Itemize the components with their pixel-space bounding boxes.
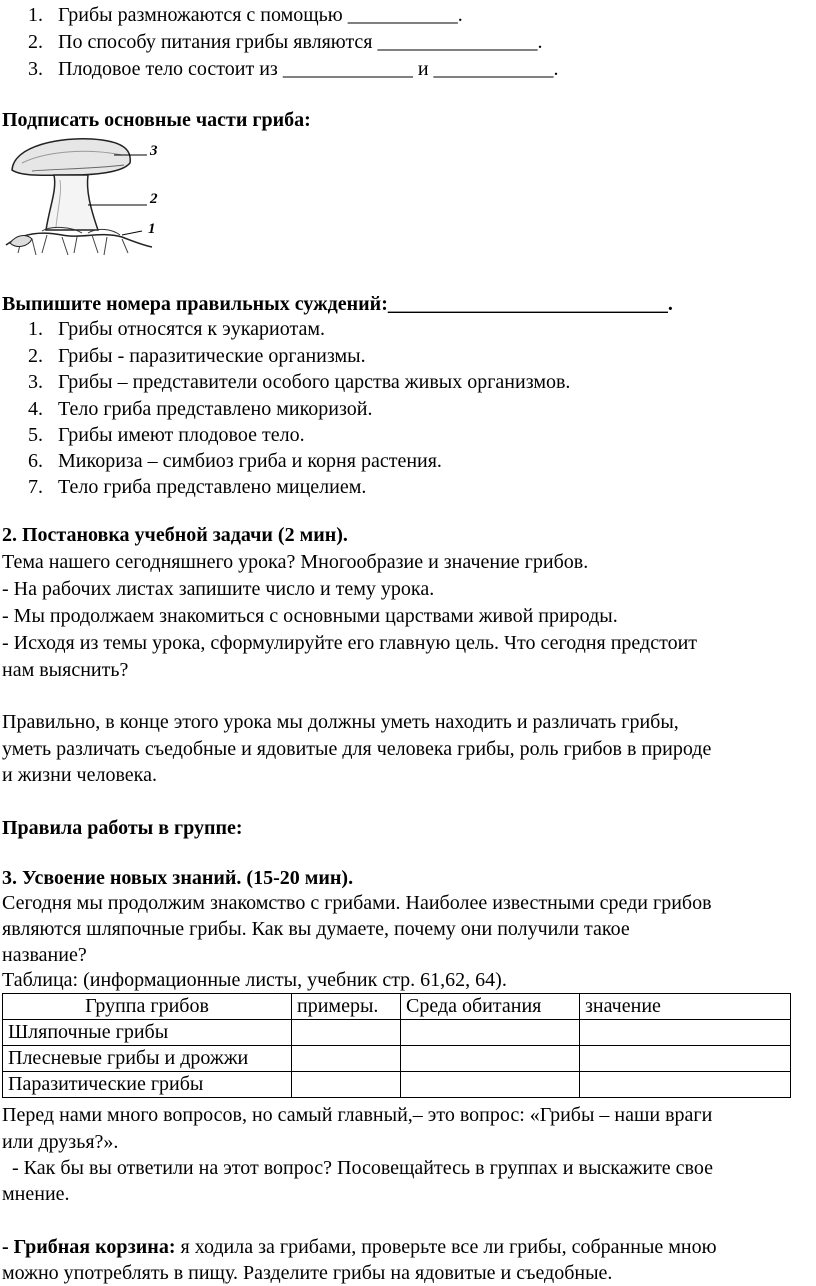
judgement-number: 6. — [28, 450, 43, 472]
judgement-text: Тело гриба представлено микоризой. — [58, 398, 373, 420]
table-header-row — [3, 994, 791, 1020]
judgement-number: 3. — [28, 371, 43, 393]
table-cell — [580, 1072, 791, 1098]
section2-paragraph-line: и жизни человека. — [2, 764, 157, 786]
table-header-cell: Группа грибов — [3, 994, 292, 1020]
table-header-cell: примеры. — [292, 994, 401, 1020]
judgement-text: Тело гриба представлено мицелием. — [58, 476, 367, 498]
judgement-text: Грибы – представители особого царства живых организмов. — [58, 371, 571, 393]
question-number: 3. — [28, 58, 43, 80]
mushroom-figure — [2, 135, 172, 266]
table-cell — [292, 1020, 401, 1046]
figure-label-stem: 2 — [150, 191, 158, 207]
question-text: Грибы размножаются с помощью ___________. — [58, 4, 463, 26]
table-cell: Плесневые грибы и дрожжи — [3, 1046, 292, 1072]
section3-line: Сегодня мы продолжим знакомство с грибами. Наиболее известными среди грибов — [2, 892, 712, 914]
fungi-groups-table — [2, 993, 791, 1098]
judgement-text: Грибы имеют плодовое тело. — [58, 424, 305, 446]
table-cell — [401, 1046, 580, 1072]
section3-heading-number: 3 — [2, 867, 12, 889]
table-cell — [580, 1020, 791, 1046]
judgement-number: 5. — [28, 424, 43, 446]
judgement-text: Микориза – симбиоз гриба и корня растения. — [58, 450, 442, 472]
judgement-number: 2. — [28, 345, 43, 367]
section3-heading-text: . Усвоение новых знаний. (15-20 мин). — [12, 867, 354, 889]
table-row — [3, 1046, 791, 1072]
after-table-line: Перед нами много вопросов, но самый главный,– это вопрос: «Грибы – наши враги — [2, 1104, 713, 1126]
judgement-number: 7. — [28, 476, 43, 498]
basket-line — [2, 1234, 717, 1260]
after-table-line: или друзья?». — [2, 1131, 119, 1153]
table-cell — [292, 1046, 401, 1072]
table-row — [3, 1072, 791, 1098]
table-header-cell: Среда обитания — [401, 994, 580, 1020]
label-task-heading: Подписать основные части гриба: — [2, 109, 311, 131]
mushroom-illustration — [2, 135, 172, 260]
section2-heading: 2. Постановка учебной задачи (2 мин). — [2, 524, 348, 546]
basket-line-2: можно употреблять в пищу. Разделите грибы на ядовитые и съедобные. — [2, 1262, 613, 1284]
group-rules-heading: Правила работы в группе: — [2, 817, 243, 839]
section2-line: нам выяснить? — [2, 659, 129, 681]
table-row — [3, 1020, 791, 1046]
after-table-line: мнение. — [2, 1183, 70, 1205]
section2-paragraph-line: уметь различать съедобные и ядовитые для человека грибы, роль грибов в природе — [2, 738, 712, 760]
table-cell — [580, 1046, 791, 1072]
table-cell: Паразитические грибы — [3, 1072, 292, 1098]
judgements-heading: Выпишите номера правильных суждений:____________________________. — [2, 293, 673, 315]
section2-line: Тема нашего сегодняшнего урока? Многообразие и значение грибов. — [2, 551, 589, 573]
section3-heading — [2, 865, 353, 891]
section2-paragraph-line: Правильно, в конце этого урока мы должны уметь находить и различать грибы, — [2, 711, 679, 733]
question-number: 2. — [28, 31, 43, 53]
section2-line: - На рабочих листах запишите число и тему урока. — [2, 578, 435, 600]
section2-line: - Исходя из темы урока, сформулируйте его главную цель. Что сегодня предстоит — [2, 632, 698, 654]
basket-label: - Грибная корзина: — [2, 1236, 176, 1258]
table-cell: Шляпочные грибы — [3, 1020, 292, 1046]
table-header-cell: значение — [580, 994, 791, 1020]
table-cell — [401, 1020, 580, 1046]
section3-line: Таблица: (информационные листы, учебник стр. 61,62, 64). — [2, 969, 507, 991]
basket-text: я ходила за грибами, проверьте все ли грибы, собранные мною — [175, 1236, 717, 1258]
table-cell — [292, 1072, 401, 1098]
judgement-text: Грибы - паразитические организмы. — [58, 345, 366, 367]
section3-line: название? — [2, 944, 87, 966]
judgement-number: 1. — [28, 318, 43, 340]
table-cell — [401, 1072, 580, 1098]
question-text: Плодовое тело состоит из _____________ и ____________. — [58, 58, 559, 80]
after-table-line: - Как бы вы ответили на этот вопрос? Посовещайтесь в группах и выскажите свое — [2, 1157, 713, 1179]
figure-label-mycelium: 1 — [148, 221, 156, 237]
judgement-number: 4. — [28, 398, 43, 420]
question-text: По способу питания грибы являются ________________. — [58, 31, 543, 53]
judgement-text: Грибы относятся к эукариотам. — [58, 318, 325, 340]
section2-line: - Мы продолжаем знакомиться с основными царствами живой природы. — [2, 605, 618, 627]
figure-label-cap: 3 — [150, 143, 158, 159]
section3-line: являются шляпочные грибы. Как вы думаете, почему они получили такое — [2, 918, 630, 940]
question-number: 1. — [28, 4, 43, 26]
